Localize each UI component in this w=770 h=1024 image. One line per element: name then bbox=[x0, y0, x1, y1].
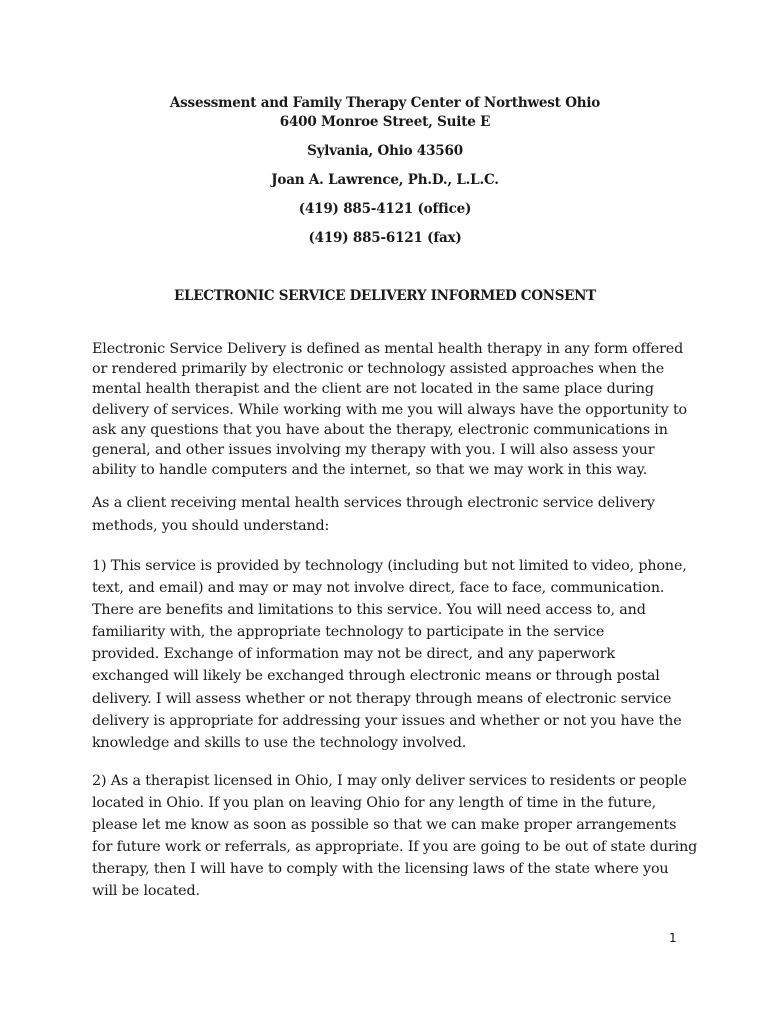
paragraph-line: or rendered primarily by electronic or technology assisted approaches when the bbox=[92, 361, 665, 378]
paragraph-line: general, and other issues involving my therapy with you. I will also assess your bbox=[92, 442, 655, 459]
document-title: ELECTRONIC SERVICE DELIVERY INFORMED CONSENT bbox=[174, 288, 596, 304]
paragraph-line: ability to handle computers and the internet, so that we may work in this way. bbox=[92, 462, 648, 479]
paragraph-line: mental health therapist and the client are not located in the same place during bbox=[92, 381, 654, 398]
header-office-phone: (419) 885-4121 (office) bbox=[298, 201, 472, 217]
paragraph-line: knowledge and skills to use the technology involved. bbox=[92, 734, 467, 751]
paragraph-line: will be located. bbox=[92, 882, 200, 899]
paragraph-line: ask any questions that you have about the therapy, electronic communications in bbox=[92, 421, 668, 438]
paragraph-intro bbox=[92, 492, 692, 538]
header-practice-name: Assessment and Family Therapy Center of Northwest Ohio bbox=[169, 95, 601, 111]
paragraph-line: 1) This service is provided by technology (including but not limited to video, phone, bbox=[92, 558, 687, 574]
paragraph-line: please let me know as soon as possible so that we can make proper arrangements bbox=[92, 816, 677, 833]
header-therapist-name: Joan A. Lawrence, Ph.D., L.L.C. bbox=[271, 172, 499, 188]
paragraph-line: for future work or referrals, as appropriate. If you are going to be out of state during bbox=[92, 838, 698, 855]
paragraph-line: text, and email) and may or may not involve direct, face to face, communication. bbox=[92, 580, 665, 597]
paragraph-line: located in Ohio. If you plan on leaving Ohio for any length of time in the future, bbox=[92, 794, 657, 811]
header-street-address: 6400 Monroe Street, Suite E bbox=[279, 114, 491, 130]
paragraph-line: As a client receiving mental health services through electronic service delivery bbox=[92, 495, 655, 511]
paragraph-line: methods, you should understand: bbox=[92, 517, 330, 534]
paragraph-line: delivery is appropriate for addressing your issues and whether or not you have the bbox=[92, 712, 682, 729]
paragraph-item-2 bbox=[92, 771, 698, 902]
paragraph-line: familiarity with, the appropriate technology to participate in the service bbox=[92, 624, 605, 641]
paragraph-line: exchanged will likely be exchanged through electronic means or through postal bbox=[92, 668, 660, 685]
paragraph-line: delivery of services. While working with me you will always have the opportunity to bbox=[92, 401, 687, 418]
paragraph-line: provided. Exchange of information may not be direct, and any paperwork bbox=[92, 646, 615, 663]
paragraph-line: There are benefits and limitations to this service. You will need access to, and bbox=[92, 602, 646, 619]
paragraph-item-1 bbox=[92, 555, 692, 754]
paragraph-line: 2) As a therapist licensed in Ohio, I may only deliver services to residents or people bbox=[92, 773, 687, 789]
header-fax-number: (419) 885-6121 (fax) bbox=[308, 230, 462, 246]
paragraph-line: therapy, then I will have to comply with the licensing laws of the state where you bbox=[92, 860, 669, 877]
page-number: 1 bbox=[669, 931, 677, 945]
paragraph-line: Electronic Service Delivery is defined as mental health therapy in any form offered bbox=[92, 341, 684, 357]
header-city-state-zip: Sylvania, Ohio 43560 bbox=[307, 143, 463, 159]
paragraph-line: delivery. I will assess whether or not therapy through means of electronic service bbox=[92, 690, 672, 707]
paragraph-definition bbox=[92, 339, 692, 480]
